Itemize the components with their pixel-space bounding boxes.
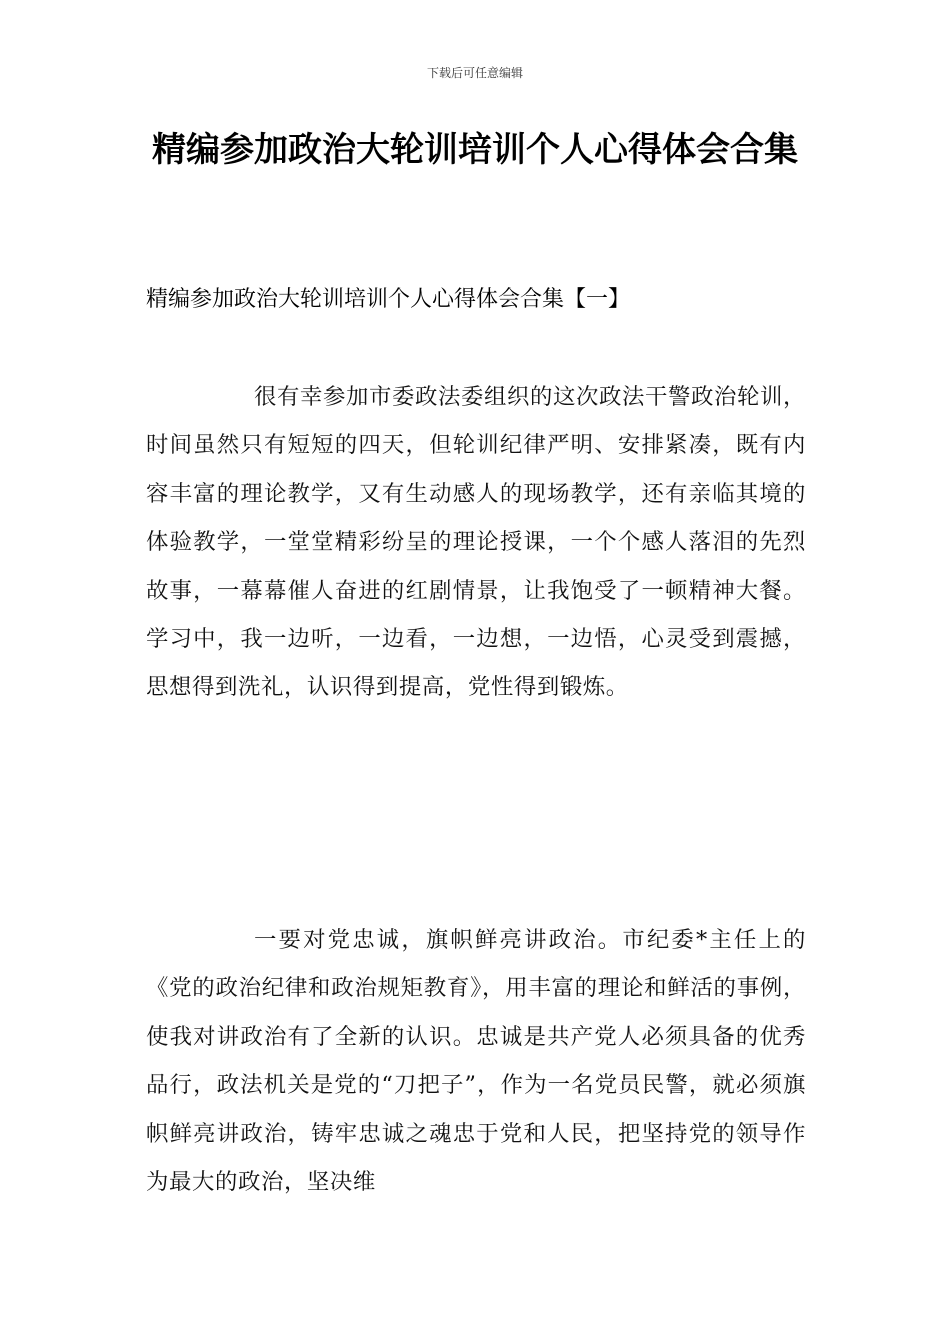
document-title: 精编参加政治大轮训培训个人心得体会合集 <box>152 130 798 170</box>
body-paragraph-1: 很有幸参加市委政法委组织的这次政法干警政治轮训，时间虽然只有短短的四天，但轮训纪律严明、安排紧凑，既有内容丰富的理论教学，又有生动感人的现场教学，还有亲临其境的体验教学，一堂堂精彩纷呈的理论授课，一个个感人落泪的先烈故事，一幕幕催人奋进的红剧情景，让我饱受了一顿精神大餐。学习中，我一边听，一边看，一边想，一边悟，心灵受到震撼，思想得到洗礼，认识得到提高，党性得到锻炼。 <box>146 384 806 701</box>
section-heading: 精编参加政治大轮训培训个人心得体会合集【一】 <box>146 287 631 312</box>
body-paragraph-2: 一要对党忠诚，旗帜鲜亮讲政治。市纪委*主任上的《党的政治纪律和政治规矩教育》，用丰富的理论和鲜活的事例，使我对讲政治有了全新的认识。忠诚是共产党人必须具备的优秀品行，政法机关是党的“刀把子”，作为一名党员民警，就必须旗帜鲜亮讲政治，铸牢忠诚之魂忠于党和人民，把坚持党的领导作为最大的政治，坚决维 <box>146 927 806 1196</box>
header-note: 下载后可任意编辑 <box>426 66 523 80</box>
